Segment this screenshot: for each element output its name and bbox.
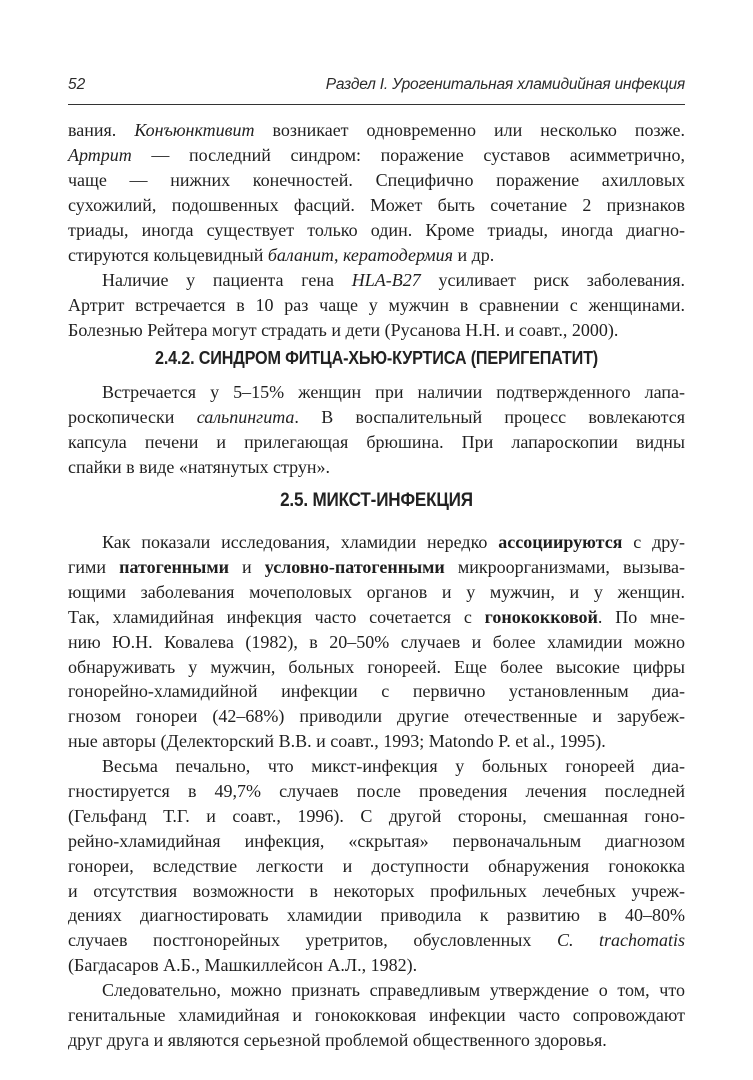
term-keratoderma: кератодермия <box>342 244 453 265</box>
page-header <box>68 76 685 100</box>
term-gonococcal: гонококковой <box>484 606 598 627</box>
term-opportunistic: условно-патогенными <box>264 556 445 577</box>
paragraph-reiter-triad: вания. Конъюнктивит возникает одновременно или несколько позже. Артрит — последний синдром: поражение суставов асимметрично, чаще — нижних конечностей. Специфично поражение ахилловых сухожилий, подошвенных фасций. Может быть сочетание 2 признаков триады, иногда существует только один. Кроме триады, иногда диагно- стируются кольцевидный баланит, кератодермия и др. <box>68 120 686 265</box>
page-number: 52 <box>68 76 86 93</box>
term-c-trachomatis: C. trachomatis <box>556 930 685 951</box>
term-salpingitis: сальпингита <box>196 406 295 427</box>
paragraph-hla-b27: Наличие у пациента гена HLA-B27 усиливает риск заболевания. Артрит встречается в 10 раз чаще у мужчин в сравнении с женщинами. Болезнью Рейтера могут страдать и дети (Русанова Н.Н. и соавт., 2000). <box>68 270 686 340</box>
paragraph-mixed-infection-intro: Как показали исследования, хламидии нередко ассоциируются с дру- гими патогенными и условно-патогенными микроорганизмами, вызыва- ющими заболевания мочеполовых органов и у мужчин, и у женщин. Так, хламидийная инфекция часто сочетается с гонококковой. По мне- нию Ю.Н. Ковалева (1982), в 20–50% случаев и более хламидии можно обнаруживать у мужчин, больных гонореей. Еще более высокие цифры гонорейно-хламидийной инфекции с первично установленным диа- гнозом гонореи (42–68%) приводили другие отечественные и зарубеж- ные авторы (Делекторский В.В. и соавт., 1993; Matondo P. et al., 1995). <box>68 532 686 752</box>
running-title: Раздел I. Урогенитальная хламидийная инфекция <box>325 76 685 93</box>
paragraph-mixed-infection-stats: Весьма печально, что микст-инфекция у больных гонореей диа- гностируется в 49,7% случаев после проведения лечения последней (Гельфанд Т.Г. и соавт., 1996). С другой стороны, смешанная гоно- рейно-хламидийная инфекция, «скрытая» первоначальным диагнозом гонореи, вследствие легкости и доступности обнаружения гонококка и отсутствия возможности в некоторых профильных лечебных учреж- дениях диагностировать хламидии приводила к развитию в 40–80% случаев постгонорейных уретритов, обусловленных C. trachomatis (Багдасаров А.Б., Машкиллейсон А.Л., 1982). <box>68 756 685 976</box>
paragraph-fitz-hugh-curtis: Встречается у 5–15% женщин при наличии подтвержденного лапа- роскопически сальпингита. В воспалительный процесс вовлекаются капсула печени и прилегающая брюшина. При лапароскопии видны спайки в виде «натянутых струн». <box>68 382 685 477</box>
section-heading-2-5: 2.5. МИКСТ-ИНФЕКЦИЯ <box>280 490 473 511</box>
header-divider <box>68 104 685 105</box>
term-associated: ассоциируются <box>498 532 623 552</box>
section-heading-2-4-2: 2.4.2. СИНДРОМ ФИТЦА-ХЬЮ-КУРТИСА (ПЕРИГЕПАТИТ) <box>154 348 598 368</box>
term-conjunctivitis: Конъюнктивит <box>134 120 255 140</box>
term-hla-b27: HLA-B27 <box>351 270 421 290</box>
term-balanitis: баланит <box>267 244 334 265</box>
term-pathogenic: патогенными <box>119 556 229 577</box>
term-arthritis: Артрит <box>68 144 132 165</box>
paragraph-conclusion: Следовательно, можно признать справедливым утверждение о том, что генитальные хламидийная и гонококковая инфекции часто сопровождают друг друга и являются серьезной проблемой общественного здоровья. <box>68 980 685 1050</box>
